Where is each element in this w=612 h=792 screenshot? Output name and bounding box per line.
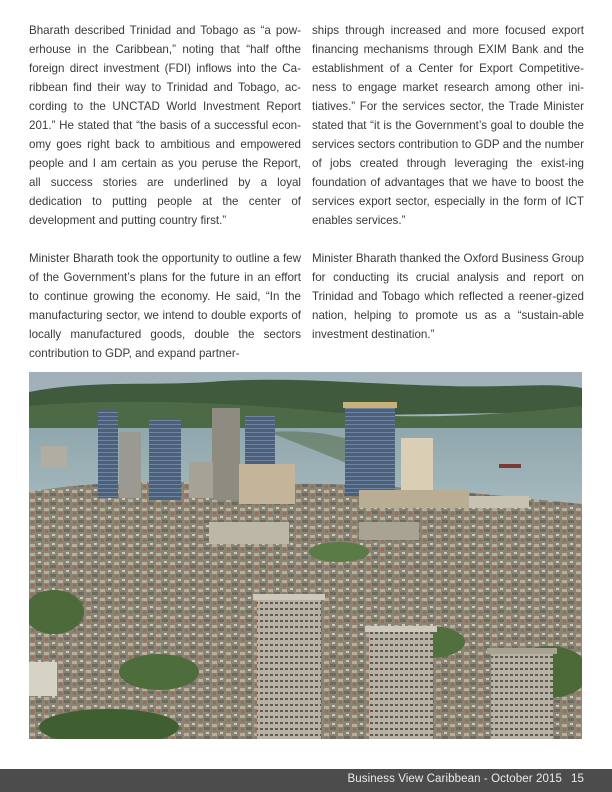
article-paragraph: Minister Bharath thanked the Oxford Business Group for conducting its crucial analysis and report on Trinidad and Tobago which reflected a reener-gized nation, helping to promote us as a “sustain-able investment destination.” bbox=[312, 252, 584, 341]
article-paragraph: Bharath described Trinidad and Tobago as “a pow-erhouse in the Caribbean,” noting that “half ofthe foreign direct investment (FDI) inflows into the Ca-ribbean find their way to Trinidad and Tobago, ac-cording to the UNCTAD World Investment Report 201.” He stated that “the basis of a successful econ-omy goes right back to ambitious and empowered people and I am certain as you peruse the Report, all success stories are underlined by a loyal dedication to putting people at the center of development and putting country first.” bbox=[29, 24, 301, 227]
footer-text bbox=[347, 773, 584, 785]
publication-name: Business View Caribbean - October 2015 bbox=[347, 773, 562, 785]
article-column-right bbox=[312, 21, 584, 363]
article-column-left bbox=[29, 21, 301, 382]
page-number: 15 bbox=[571, 773, 584, 785]
article-paragraph: ships through increased and more focused export financing mechanisms through EXIM Bank and the establishment of a Center for Export Competitive-ness to engage market research among other ini-tiatives.” For the services sector, the Trade Minister stated that “it is the Government’s goal to double the services sectors contribution to GDP and the number of jobs created through leveraging the exist-ing foundation of advantages that we have to boost the services export sector, especially in the form of ICT enables services.” bbox=[312, 24, 584, 227]
article-paragraph: Minister Bharath took the opportunity to outline a few of the Government’s plans for the future in an effort to continue growing the economy. He said, “In the manufacturing sector, we intend to double exports of locally manufactured goods, double the sectors contribution to GDP, and expand partner- bbox=[29, 252, 301, 360]
city-skyline-photo bbox=[29, 372, 582, 739]
city-skyline-image bbox=[29, 372, 582, 739]
page-footer bbox=[0, 769, 612, 792]
